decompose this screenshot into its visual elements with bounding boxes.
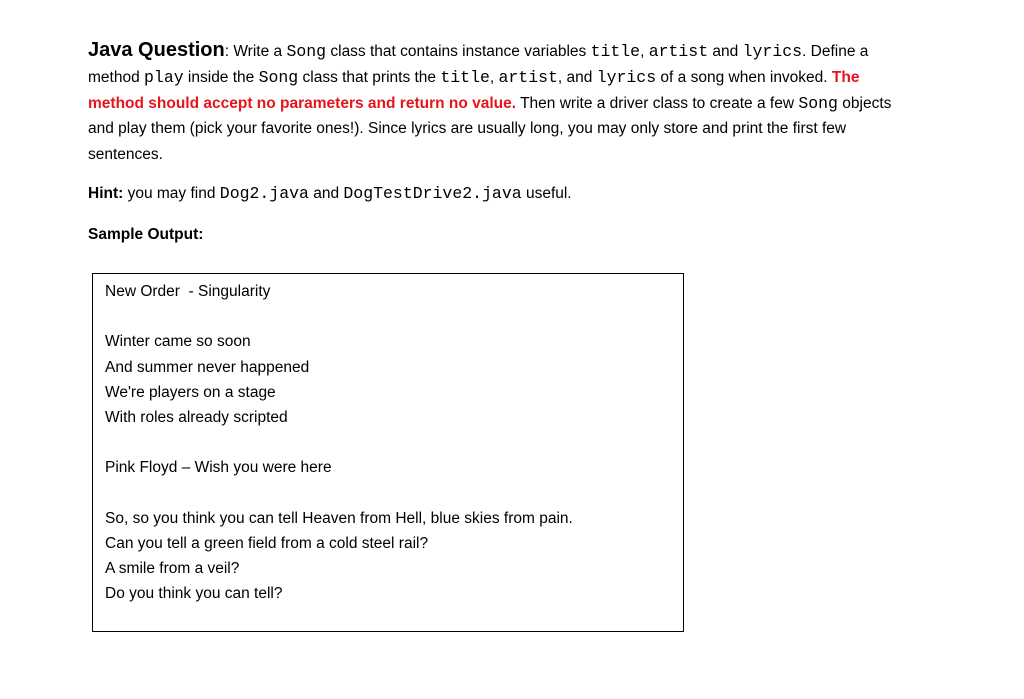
- sample-output-box: [92, 273, 684, 632]
- hint-text: useful.: [521, 185, 572, 202]
- output-line: New Order - Singularity: [105, 283, 271, 300]
- question-text: inside the: [183, 68, 259, 86]
- code-lyrics: lyrics: [596, 67, 657, 87]
- question-text: Write a: [229, 43, 287, 60]
- question-text: class that prints the: [298, 68, 441, 86]
- question-paragraph: [88, 38, 918, 168]
- output-line: We're players on a stage: [105, 383, 276, 401]
- code-title: title: [590, 42, 641, 61]
- output-line-blank: [105, 481, 671, 506]
- code-song: Song: [286, 42, 327, 61]
- sample-output-label: Sample Output:: [88, 226, 204, 243]
- hint-label: Hint:: [88, 185, 124, 202]
- output-line-blank: [105, 430, 671, 455]
- question-text: objects and play them (pick your favorite ones!). Since lyrics are usually long, you may only store and print the first few sentences.: [88, 94, 892, 164]
- code-play: play: [144, 67, 184, 87]
- code-file-dogtestdrive2: DogTestDrive2.java: [343, 184, 522, 203]
- question-text: ,: [640, 43, 649, 60]
- output-line: So, so you think you can tell Heaven from Hell, blue skies from pain.: [105, 509, 573, 527]
- output-line: And summer never happened: [105, 358, 310, 376]
- hint-line: [88, 181, 572, 207]
- output-line: Do you think you can tell?: [105, 585, 283, 603]
- output-line: A smile from a veil?: [105, 560, 240, 578]
- question-text: of a song when invoked.: [656, 68, 832, 86]
- output-line: Can you tell a green field from a cold steel rail?: [105, 534, 429, 552]
- code-file-dog2: Dog2.java: [219, 184, 309, 203]
- code-song: Song: [798, 93, 838, 113]
- code-song: Song: [258, 67, 299, 87]
- code-title: title: [440, 67, 490, 87]
- hint-text: and: [308, 185, 344, 202]
- question-text: class that contains instance variables: [326, 43, 591, 60]
- question-title: Java Question: [88, 39, 225, 61]
- question-text: , and: [557, 68, 597, 86]
- question-text: . Define a method: [88, 43, 869, 86]
- output-line-blank: [105, 304, 671, 329]
- output-line: With roles already scripted: [105, 409, 288, 426]
- hint-text: you may find: [123, 185, 220, 202]
- code-lyrics: lyrics: [742, 42, 803, 61]
- question-colon: :: [224, 43, 230, 60]
- question-text: ,: [489, 68, 499, 86]
- code-artist: artist: [498, 67, 558, 87]
- output-line: Winter came so soon: [105, 333, 251, 351]
- question-text: and: [708, 43, 743, 60]
- question-text: Then write a driver class to create a few: [516, 94, 799, 112]
- code-artist: artist: [648, 42, 709, 61]
- output-line: Pink Floyd – Wish you were here: [105, 459, 332, 477]
- requirement-highlight: The method should accept no parameters and return no value.: [88, 68, 860, 112]
